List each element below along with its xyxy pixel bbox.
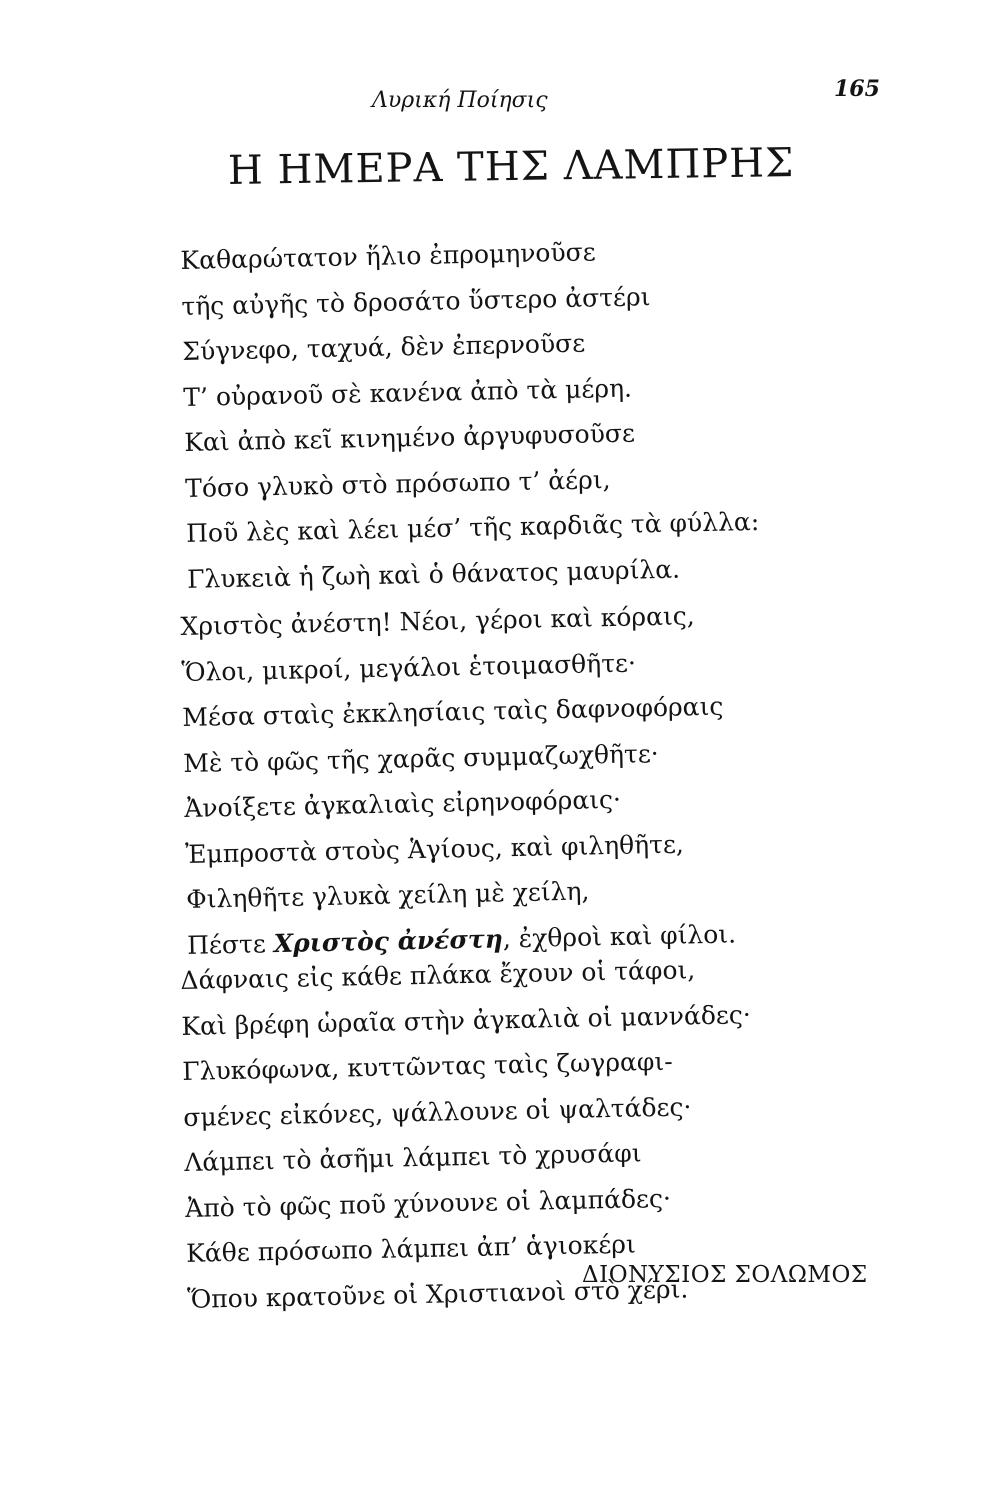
- poem-line: Ποῦ λὲς καὶ λέει μέσ’ τῆς καρδιᾶς τὰ φύλλα:: [185, 506, 760, 548]
- poem-line: Χριστὸς ἀνέστη! Νέοι, γέροι καὶ κόραις,: [180, 601, 695, 641]
- poem-line: τῆς αὐγῆς τὸ δροσάτο ὕστερο ἀστέρι: [181, 281, 651, 321]
- poem-line: Σύγνεφο, ταχυά, δὲν ἐπερνοῦσε: [182, 328, 586, 366]
- poem-line: Ἀπὸ τὸ φῶς ποῦ χύνουνε οἱ λαμπάδες·: [184, 1183, 672, 1223]
- poem-line: Κάθε πρόσωπο λάμπει ἀπ’ ἁγιοκέρι: [185, 1229, 637, 1268]
- poem-line: Ἐμπροστὰ στοὺς Ἁγίους, καὶ φιληθῆτε,: [184, 829, 685, 869]
- page-number: 165: [834, 76, 880, 102]
- emphasized-phrase: Χριστὸς ἀνέστη: [273, 923, 504, 958]
- poem-line: Λάμπει τὸ ἀσῆμι λάμπει τὸ χρυσάφι: [183, 1138, 642, 1177]
- poem-line: Καὶ βρέφη ὡραῖα στὴν ἀγκαλιὰ οἱ μαννάδες·: [181, 999, 752, 1041]
- poem-line: Γλυκόφωνα, κυττῶντας ταὶς ζωγραφι-: [182, 1046, 673, 1086]
- poem-title: Η ΗΜΕΡΑ ΤΗΣ ΛΑΜΠΡΗΣ: [227, 140, 795, 194]
- line-text: Πέστε: [186, 928, 274, 960]
- poem-line: Μὲ τὸ φῶς τῆς χαρᾶς συμμαζωχθῆτε·: [183, 738, 659, 778]
- poem-line: Γλυκειὰ ἡ ζωὴ καὶ ὁ θάνατος μαυρίλα.: [186, 554, 681, 594]
- running-header: Λυρική Ποίησις: [372, 88, 548, 113]
- poem-line: Ὅπου κρατοῦνε οἱ Χριστιανοὶ στὸ χέρι.: [186, 1273, 689, 1314]
- poem-line: Ὅλοι, μικροί, μεγάλοι ἑτοιμασθῆτε·: [181, 647, 637, 687]
- poem-line: Τ’ οὐρανοῦ σὲ κανένα ἀπὸ τὰ μέρη.: [183, 373, 633, 412]
- poem-line: Ἀνοίξετε ἀγκαλιαὶς εἰρηνοφόραις·: [183, 784, 622, 823]
- stanza-1: [180, 226, 761, 602]
- line-text: , ἐχθροὶ καὶ φίλοι.: [502, 918, 737, 953]
- stanza-2: [180, 593, 736, 968]
- poem-line: Τόσο γλυκὸ στὸ πρόσωπο τ’ ἀέρι,: [184, 464, 611, 503]
- poem-line: Δάφναις εἰς κάθε πλάκα ἔχουν οἱ τάφοι,: [180, 955, 696, 995]
- poem-line: Φιληθῆτε γλυκὰ χείλη μὲ χείλη,: [185, 876, 590, 914]
- poem-line: σμένες εἰκόνες, ψάλλουνε οἱ ψαλτάδες·: [183, 1091, 692, 1132]
- poem-line: Μέσα σταὶς ἐκκλησίαις ταὶς δαφνοφόραις: [182, 691, 724, 732]
- author-signature: ΔΙΟΝΥΣΙΟΣ ΣΟΛΩΜΟΣ: [582, 1262, 868, 1288]
- poem-line: Καθαρώτατον ἥλιο ἐπρομηνοῦσε: [180, 237, 596, 275]
- poem-line: Καὶ ἀπὸ κεῖ κινημένο ἀργυφυσοῦσε: [183, 418, 636, 457]
